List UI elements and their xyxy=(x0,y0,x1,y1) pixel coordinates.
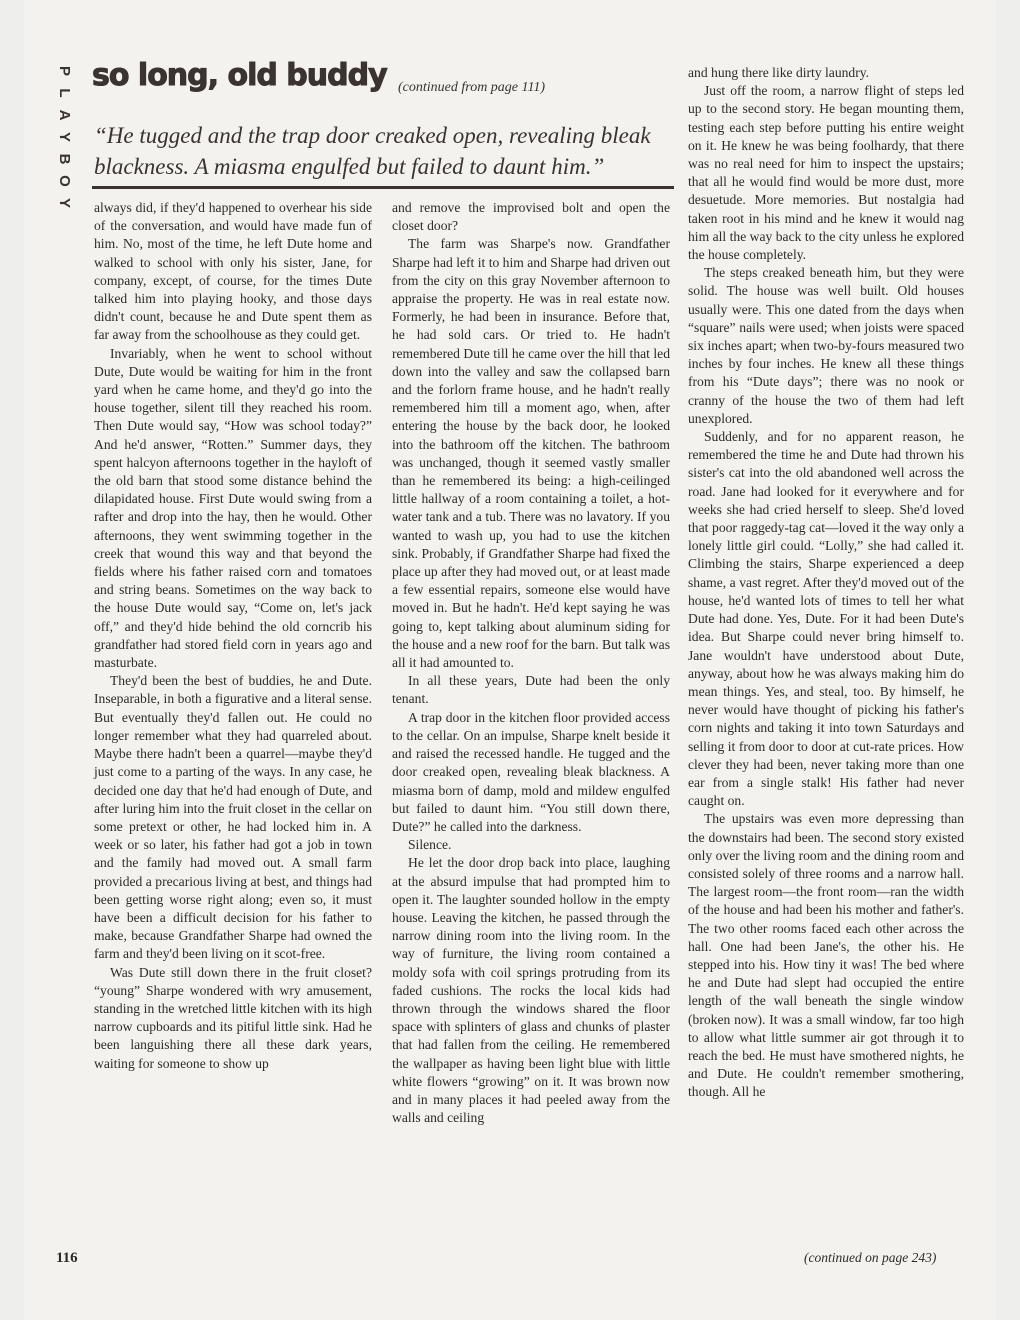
paragraph: The farm was Sharpe's now. Grandfather Sharpe had left it to him and Sharpe had driven out from the city on this gray November afternoon to appraise the property. He was in real estate now. Formerly, he had been in insurance. Before that, he had sold cars. Or tried to. He hadn't remembered Dute till he came over the hill that led down into the valley and saw the collapsed barn and the forlorn frame house, and he hadn't really remembered him till a moment ago, when, after entering the house by the back door, he looked into the bathroom off the kitchen. The bathroom was unchanged, though it seemed vastly smaller than he remembered its being: a high-ceilinged little hallway of a room containing a toilet, a hot-water tank and a tub. There was no lavatory. If you wanted to wash up, you had to use the kitchen sink. Probably, if Grandfather Sharpe had fixed the place up after they had moved out, or at least made a few essential repairs, someone else would have moved in. But he hadn't. He'd kept saying he was going to, kept talking about aluminum siding for the house and a new roof for the barn. But talk was all it had amounted to. xyxy=(392,236,670,671)
paragraph: Was Dute still down there in the fruit closet? “young” Sharpe wondered with wry amusement, standing in the wretched little kitchen with its high narrow cupboards and its pitiful little sink. Had he been languishing there all these dark years, waiting for someone to show up xyxy=(94,964,372,1071)
paragraph: and hung there like dirty laundry. xyxy=(688,65,870,80)
continued-from-note: (continued from page 111) xyxy=(398,80,546,95)
paragraph: He let the door drop back into place, laughing at the absurd impulse that had prompted him to open it. The laughter sounded hollow in the empty house. Leaving the kitchen, he passed through the narrow dining room into the living room. In the way of furniture, the living room contained a moldy sofa with coil springs protruding from its faded cushions. The rocks the local kids had thrown through the windows shared the floor space with splinters of glass and chunks of plaster that had fallen from the ceiling. He remembered the wallpaper as having been light blue with little white flowers “growing” on it. It was brown now and in many places it had peeled away from the walls and ceiling xyxy=(392,855,670,1126)
paragraph: Silence. xyxy=(408,837,452,853)
paragraph: A trap door in the kitchen floor provided access to the cellar. On an impulse, Sharpe knelt beside it and raised the recessed handle. He tugged and the door creaked open, revealing bleak blackness. A miasma born of damp, mold and mildew engulfed but failed to daunt him. “You still down there, Dute?” he called into the darkness. xyxy=(392,709,670,834)
page-number: 116 xyxy=(56,1250,78,1266)
paragraph: They'd been the best of buddies, he and Dute. Inseparable, in both a figurative and a literal sense. But eventually they'd fallen out. He could no longer remember what they had quarreled about. Maybe there hadn't been a quarrel—maybe they'd just come to a parting of the ways. In any case, he decided one day that he'd had enough of Dute, and after luring him into the fruit closet in the cellar on some pretext or other, he had locked him in. A week or so later, his father had got a job in town and the family had moved out. A small farm provided a precarious living at best, and things had been getting worse right along; even so, it must have been a difficult decision for his father to make, because Grandfather Sharpe had owned the farm and they'd been living on it scot-free. xyxy=(94,673,372,962)
text-column-2 xyxy=(392,199,670,1127)
brand-letter: B xyxy=(56,153,73,165)
brand-letter: A xyxy=(56,109,73,121)
paragraph: The upstairs was even more depressing than the downstairs had been. The second story existed only over the living room and the dining room and consisted solely of three rooms and a narrow hall. The largest room—the front room—ran the width of the house and had been his mother and father's. The two other rooms faced each other across the hall. One had been Jane's, the other his. He stepped into his. How tiny it was! The bed where he and Dute had slept had occupied the entire length of the wall beneath the single window (broken now). It was a small window, far too high to allow what little summer air got through it to reach the bed. He must have smothered nights, he and Dute. He couldn't remember smothering, though. All he xyxy=(688,811,964,1100)
paragraph: Invariably, when he went to school without Dute, Dute would be waiting for him in the front yard when he came home, and they'd go into the house together, silent till they reached his room. Then Dute would say, “How was school today?” And he'd answer, “Rotten.” Summer days, they spent halcyon afternoons together in the hayloft of the old barn that stood some distance behind the dilapidated house. First Dute would swing from a rafter and drop into the hay, then he would. Other afternoons, they went swimming together in the creek that wound this way and that beyond the fields where his father raised corn and tomatoes and string beans. Sometimes on the way back to the house Dute would say, “Come on, let's jack off,” and they'd hide behind the old corncrib his grandfather had stored field corn in years ago and masturbate. xyxy=(94,345,372,671)
paragraph: and remove the improvised bolt and open the closet door? xyxy=(392,200,670,234)
brand-letter: Y xyxy=(56,197,73,208)
paragraph: Suddenly, and for no apparent reason, he remembered the time he and Dute had thrown his sister's cat into the old abandoned well across the road. Jane had looked for it everywhere and for weeks she had cried herself to sleep. She'd loved that poor raggedy-tag cat—loved it the way only a lonely little girl could. “Lolly,” she had called it. Climbing the stairs, Sharpe experienced a deep shame, a vast regret. After they'd moved out of the house, he'd wanted lots of times to tell her what Dute had done. Yes, Dute. For it had been Dute's idea. But Sharpe could never bring himself to. Jane wouldn't have understood about Dute, anyway, about how he was always making him do mean things. Yes, and steal, too. By himself, he never would have thought of picking his father's corn nights and taking it into town Saturdays and selling it from door to door at cut-rate prices. How clever they had been, never taking more than one ear from a single stalk! His father had never caught on. xyxy=(688,429,964,809)
text-column-1 xyxy=(94,199,372,1073)
brand-letter: P xyxy=(56,65,73,76)
pull-quote: “He tugged and the trap door creaked open, revealing bleak blackness. A miasma engulfed but failed to daunt him.” xyxy=(94,123,651,179)
paragraph: In all these years, Dute had been the only tenant. xyxy=(392,673,670,707)
text-column-3 xyxy=(688,64,964,1102)
story-title: so long, old buddy xyxy=(92,58,387,93)
paragraph: always did, if they'd happened to overhear his side of the conversation, and would have made fun of him. No, most of the time, he left Dute home and walked to school with only his sister, Jane, for company, except, of course, for the times Dute talked him into playing hooky, and those days didn't count, because he and Dute spent them as far away from the schoolhouse as they could get. xyxy=(94,200,372,343)
header-divider xyxy=(92,186,674,189)
brand-letter: L xyxy=(56,88,73,98)
paragraph: The steps creaked beneath him, but they were solid. The house was well built. Old houses usually were. This one dated from the days when “square” nails were used; when joists were spaced six inches apart; when two-by-fours measured two inches by four inches. He knew all these things from his “Dute days”; there was no nook or cranny of the house the two of them had left unexplored. xyxy=(688,265,964,426)
brand-letter: Y xyxy=(56,131,73,142)
brand-letter: O xyxy=(56,175,73,187)
magazine-brand-vertical xyxy=(52,60,76,214)
continued-on-note: (continued on page 243) xyxy=(804,1250,937,1265)
paragraph: Just off the room, a narrow flight of steps led up to the second story. He began mounting them, testing each step before putting his entire weight on it. He knew he was being foolhardy, that there was no real need for him to inspect the upstairs; that all he would find would be more dust, more desuetude. More memories. But nostalgia had taken root in his mind and he knew it would nag him all the way back to the city unless he explored the house completely. xyxy=(688,83,964,263)
